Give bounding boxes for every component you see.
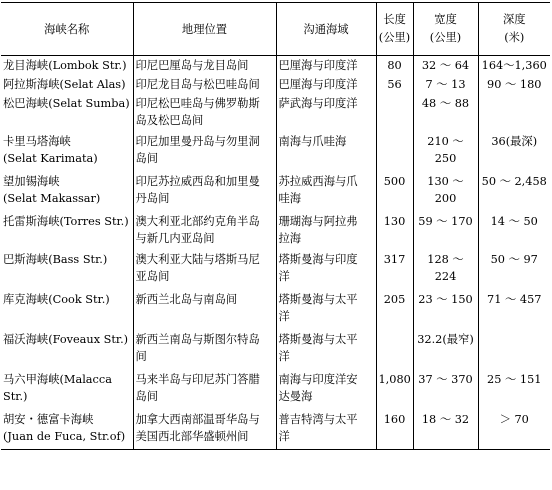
cell-length <box>376 132 413 172</box>
cell-width: 37 ～ 370 <box>413 370 478 410</box>
table-row <box>1 172 550 212</box>
cell-connects: 苏拉威西海与爪 哇海 <box>276 172 376 212</box>
table-row <box>1 290 550 330</box>
cell-width: 7 ～ 13 <box>413 75 478 94</box>
cell-width: 32.2(最窄) <box>413 330 478 370</box>
cell-length <box>376 94 413 132</box>
cell-location: 印尼松巴哇岛与佛罗勒斯 岛及松巴岛间 <box>133 94 276 132</box>
cell-depth: 164～1,360 <box>478 56 550 75</box>
header-length <box>376 3 413 56</box>
table-body <box>1 56 550 450</box>
table-row <box>1 132 550 172</box>
cell-location: 澳大利亚北部约克角半岛 与新几内亚岛间 <box>133 212 276 250</box>
cell-name: 库克海峡(Cook Str.) <box>3 292 110 306</box>
cell-location: 印尼苏拉威西岛和加里曼 丹岛间 <box>133 172 276 212</box>
table-row <box>1 250 550 290</box>
cell-length: 160 <box>376 410 413 450</box>
cell-width: 128 ～ 224 <box>413 250 478 290</box>
cell-connects: 南海与爪哇海 <box>276 132 376 172</box>
cell-name: 马六甲海峡(Malacca Str.) <box>3 372 112 403</box>
cell-name: 巴斯海峡(Bass Str.) <box>3 252 108 266</box>
cell-location: 印尼加里曼丹岛与勿里洞 岛间 <box>133 132 276 172</box>
cell-depth: 50 ～ 97 <box>478 250 550 290</box>
cell-name: 松巴海峡(Selat Sumba) <box>3 96 130 110</box>
cell-connects: 巴厘海与印度洋 <box>276 75 376 94</box>
cell-connects: 普吉特湾与太平 洋 <box>276 410 376 450</box>
header-connects: 沟通海域 <box>276 3 376 56</box>
table-header <box>1 3 550 56</box>
cell-depth: 71 ～ 457 <box>478 290 550 330</box>
table-row <box>1 212 550 250</box>
cell-name: 卡里马塔海峡 (Selat Karimata) <box>3 134 98 165</box>
cell-length: 500 <box>376 172 413 212</box>
cell-depth <box>478 94 550 132</box>
cell-connects: 塔斯曼海与太平 洋 <box>276 290 376 330</box>
header-depth-unit: (米) <box>504 31 525 44</box>
cell-name: 托雷斯海峡(Torres Str.) <box>3 214 129 228</box>
cell-location: 印尼巴厘岛与龙目岛间 <box>133 56 276 75</box>
table-row <box>1 410 550 450</box>
header-depth <box>478 3 550 56</box>
cell-name: 福沃海峡(Foveaux Str.) <box>3 332 129 346</box>
cell-width: 48 ～ 88 <box>413 94 478 132</box>
cell-location: 马来半岛与印尼苏门答腊 岛间 <box>133 370 276 410</box>
straits-table <box>1 2 550 450</box>
cell-connects: 珊瑚海与阿拉弗 拉海 <box>276 212 376 250</box>
cell-length: 130 <box>376 212 413 250</box>
cell-connects: 巴厘海与印度洋 <box>276 56 376 75</box>
cell-depth: 50 ～ 2,458 <box>478 172 550 212</box>
cell-connects: 萨武海与印度洋 <box>276 94 376 132</box>
cell-location: 新西兰南岛与斯图尔特岛 间 <box>133 330 276 370</box>
cell-connects: 塔斯曼海与印度 洋 <box>276 250 376 290</box>
header-width-title: 宽度 <box>434 13 457 26</box>
cell-width: 23 ～ 150 <box>413 290 478 330</box>
cell-length: 56 <box>376 75 413 94</box>
table-row <box>1 56 550 75</box>
header-depth-title: 深度 <box>502 13 526 26</box>
cell-name: 龙目海峡(Lombok Str.) <box>3 59 127 72</box>
header-width <box>413 3 478 56</box>
cell-length: 80 <box>376 56 413 75</box>
table-row <box>1 94 550 132</box>
cell-location: 加拿大西南部温哥华岛与 美国西北部华盛顿州间 <box>133 410 276 450</box>
cell-width: 130 ～ 200 <box>413 172 478 212</box>
header-row <box>1 3 550 56</box>
cell-name: 胡安・德富卡海峡 (Juan de Fuca, Str.of) <box>1 410 133 450</box>
cell-connects: 南海与印度洋安 达曼海 <box>276 370 376 410</box>
cell-length <box>376 330 413 370</box>
header-width-unit: (公里) <box>429 31 462 44</box>
cell-length: 205 <box>376 290 413 330</box>
table-row <box>1 330 550 370</box>
cell-width: 18 ～ 32 <box>413 410 478 450</box>
cell-location: 澳大利亚大陆与塔斯马尼 亚岛间 <box>133 250 276 290</box>
header-location: 地理位置 <box>133 3 276 56</box>
cell-depth <box>478 330 550 370</box>
cell-length: 1,080 <box>376 370 413 410</box>
table-row <box>1 75 550 94</box>
header-name: 海峡名称 <box>1 3 133 56</box>
cell-name: 阿拉斯海峡(Selat Alas) <box>3 77 126 91</box>
cell-depth: 36(最深) <box>478 132 550 172</box>
cell-location: 印尼龙目岛与松巴哇岛间 <box>133 75 276 94</box>
cell-width: 59 ～ 170 <box>413 212 478 250</box>
cell-name: 望加锡海峡 (Selat Makassar) <box>3 174 101 205</box>
cell-depth: 14 ～ 50 <box>478 212 550 250</box>
cell-connects: 塔斯曼海与太平 洋 <box>276 330 376 370</box>
cell-width: 32 ～ 64 <box>413 56 478 75</box>
cell-location: 新西兰北岛与南岛间 <box>133 290 276 330</box>
cell-length: 317 <box>376 250 413 290</box>
cell-depth: 90 ～ 180 <box>478 75 550 94</box>
table-row <box>1 370 550 410</box>
cell-width: 210 ～ 250 <box>413 132 478 172</box>
header-length-title: 长度 <box>383 13 406 26</box>
cell-depth: ＞ 70 <box>478 410 550 450</box>
header-length-unit: (公里) <box>378 31 411 44</box>
cell-depth: 25 ～ 151 <box>478 370 550 410</box>
